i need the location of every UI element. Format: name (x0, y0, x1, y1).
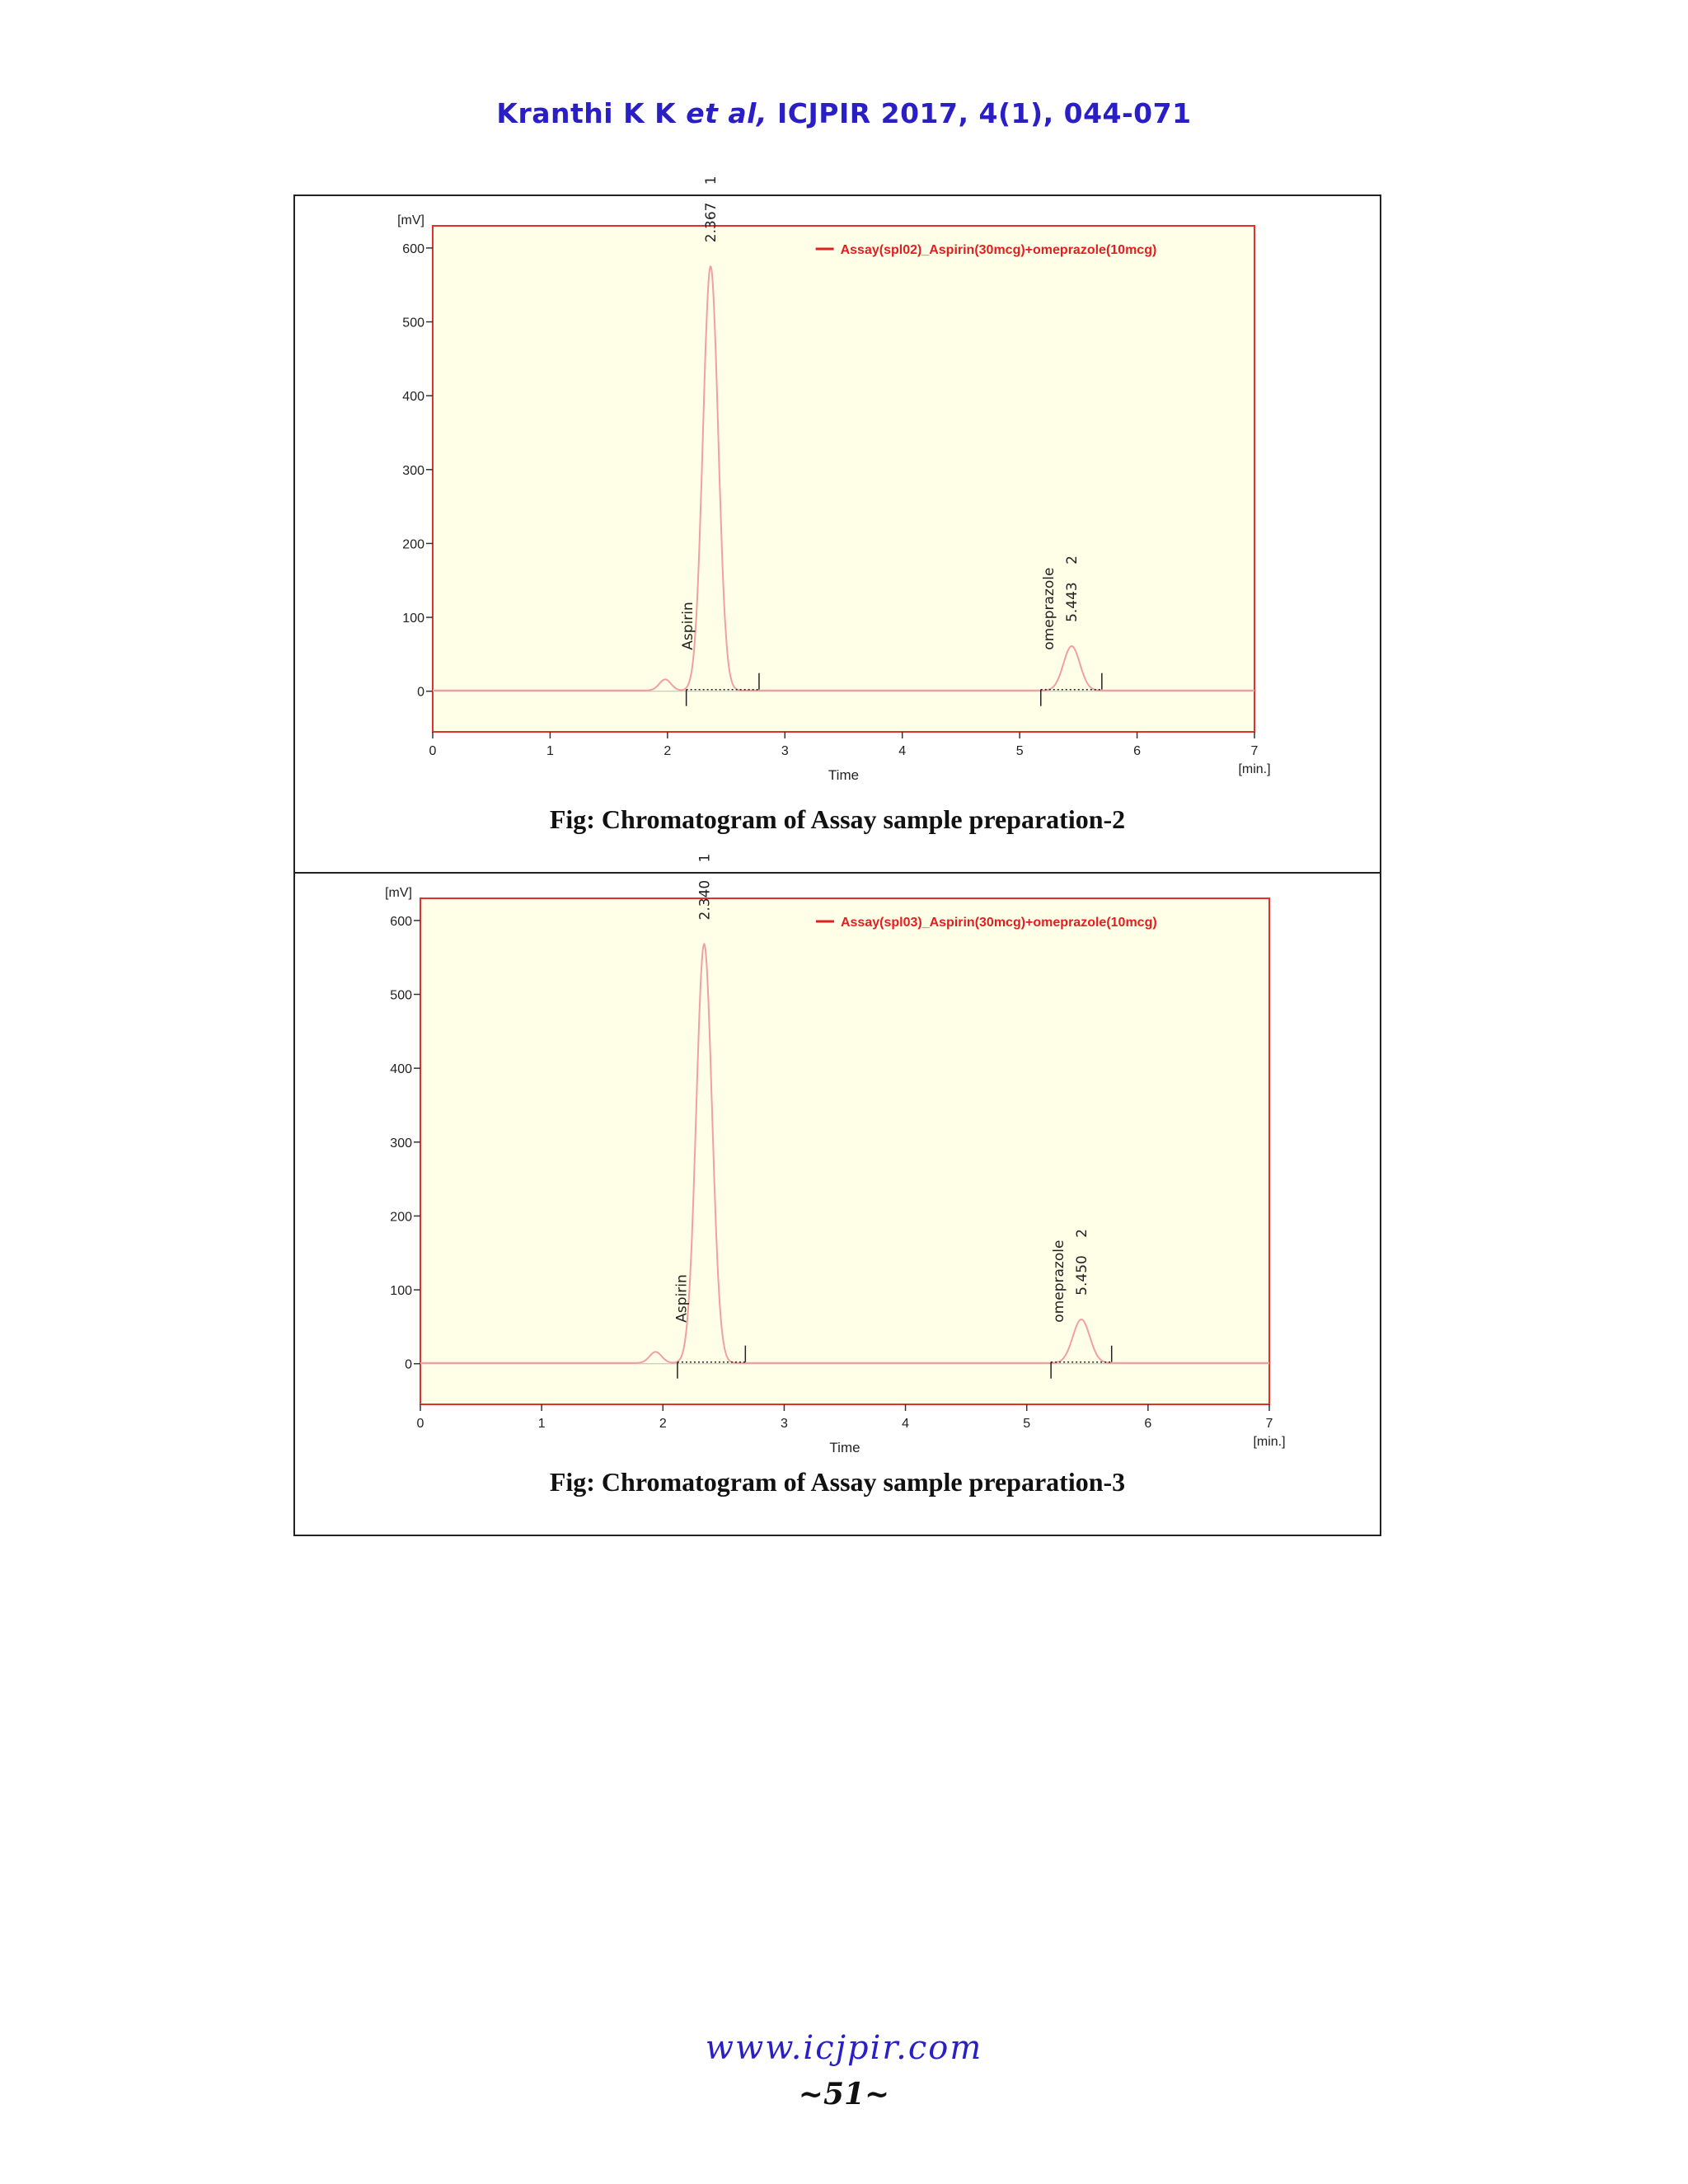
peak-number: 2 (1073, 1228, 1090, 1238)
x-axis-label: Time (828, 767, 860, 783)
x-axis-unit: [min.] (1238, 762, 1271, 776)
x-tick-label: 7 (1250, 744, 1259, 758)
x-tick-label: 6 (1144, 1417, 1152, 1431)
peak-retention-time: 5.443 (1064, 582, 1081, 622)
x-tick-label: 6 (1133, 744, 1142, 758)
y-tick-label: 400 (402, 390, 424, 405)
peak-retention-time: 2.367 (703, 202, 720, 243)
chromatogram-2-svg (297, 853, 1378, 1470)
plot-area (433, 226, 1254, 732)
peak-compound-name: Aspirin (673, 1274, 691, 1323)
chromatogram-1-svg (297, 176, 1378, 794)
x-tick-label: 2 (659, 1417, 667, 1431)
header-citation: ICJPIR 2017, 4(1), 044-071 (776, 97, 1192, 129)
y-tick-label: 500 (390, 988, 412, 1003)
x-tick-label: 0 (416, 1417, 424, 1431)
x-tick-label: 5 (1015, 744, 1024, 758)
peak-retention-time: 5.450 (1073, 1255, 1090, 1296)
y-tick-label: 200 (402, 537, 424, 552)
chromatogram-2 (297, 853, 1378, 1470)
x-axis-unit: [min.] (1253, 1435, 1286, 1449)
peak-compound-name: omeprazole (1050, 1240, 1067, 1323)
y-tick-label: 0 (405, 1357, 412, 1372)
header-authors: Kranthi K K (496, 97, 677, 129)
y-tick-label: 600 (390, 914, 412, 929)
x-tick-label: 4 (902, 1417, 910, 1431)
figure-caption-2: Fig: Chromatogram of Assay sample preparation-3 (549, 1467, 1126, 1497)
y-tick-label: 200 (390, 1210, 412, 1225)
y-tick-label: 400 (390, 1062, 412, 1077)
y-tick-label: 100 (402, 612, 424, 626)
peak-number: 1 (696, 853, 714, 863)
running-header (0, 97, 1688, 129)
chromatogram-1 (297, 176, 1378, 794)
x-tick-label: 3 (780, 1417, 788, 1431)
x-tick-label: 7 (1265, 1417, 1273, 1431)
x-tick-label: 1 (537, 1417, 546, 1431)
plot-area (420, 898, 1269, 1404)
figure-caption-1: Fig: Chromatogram of Assay sample preparation-2 (549, 804, 1126, 834)
peak-retention-time: 2.340 (696, 879, 714, 921)
peak-number: 2 (1064, 555, 1081, 565)
y-tick-label: 600 (402, 241, 424, 256)
y-tick-label: 300 (402, 463, 424, 478)
y-tick-label: 100 (390, 1284, 412, 1299)
peak-compound-name: omeprazole (1041, 567, 1058, 650)
y-axis-unit: [mV] (385, 886, 412, 900)
x-tick-label: 1 (546, 744, 554, 758)
footer-url: www.icjpir.com (705, 2029, 983, 2067)
legend-label: Assay(spl02)_Aspirin(30mcg)+omeprazole(10mcg) (840, 243, 1157, 257)
legend-label: Assay(spl03)_Aspirin(30mcg)+omeprazole(10mcg) (840, 916, 1157, 930)
y-tick-label: 300 (390, 1136, 412, 1151)
y-tick-label: 500 (402, 316, 424, 330)
x-axis-label: Time (829, 1440, 860, 1455)
page-number: ~51~ (798, 2077, 890, 2111)
x-tick-label: 4 (898, 744, 907, 758)
y-axis-unit: [mV] (397, 213, 424, 227)
x-tick-label: 3 (781, 744, 789, 758)
y-tick-label: 0 (417, 685, 424, 700)
peak-compound-name: Aspirin (680, 602, 697, 650)
peak-number: 1 (703, 176, 720, 185)
x-tick-label: 0 (429, 744, 437, 758)
figure-divider (293, 872, 1381, 874)
x-tick-label: 5 (1023, 1417, 1031, 1431)
header-etal: et al, (686, 97, 767, 129)
x-tick-label: 2 (663, 744, 672, 758)
